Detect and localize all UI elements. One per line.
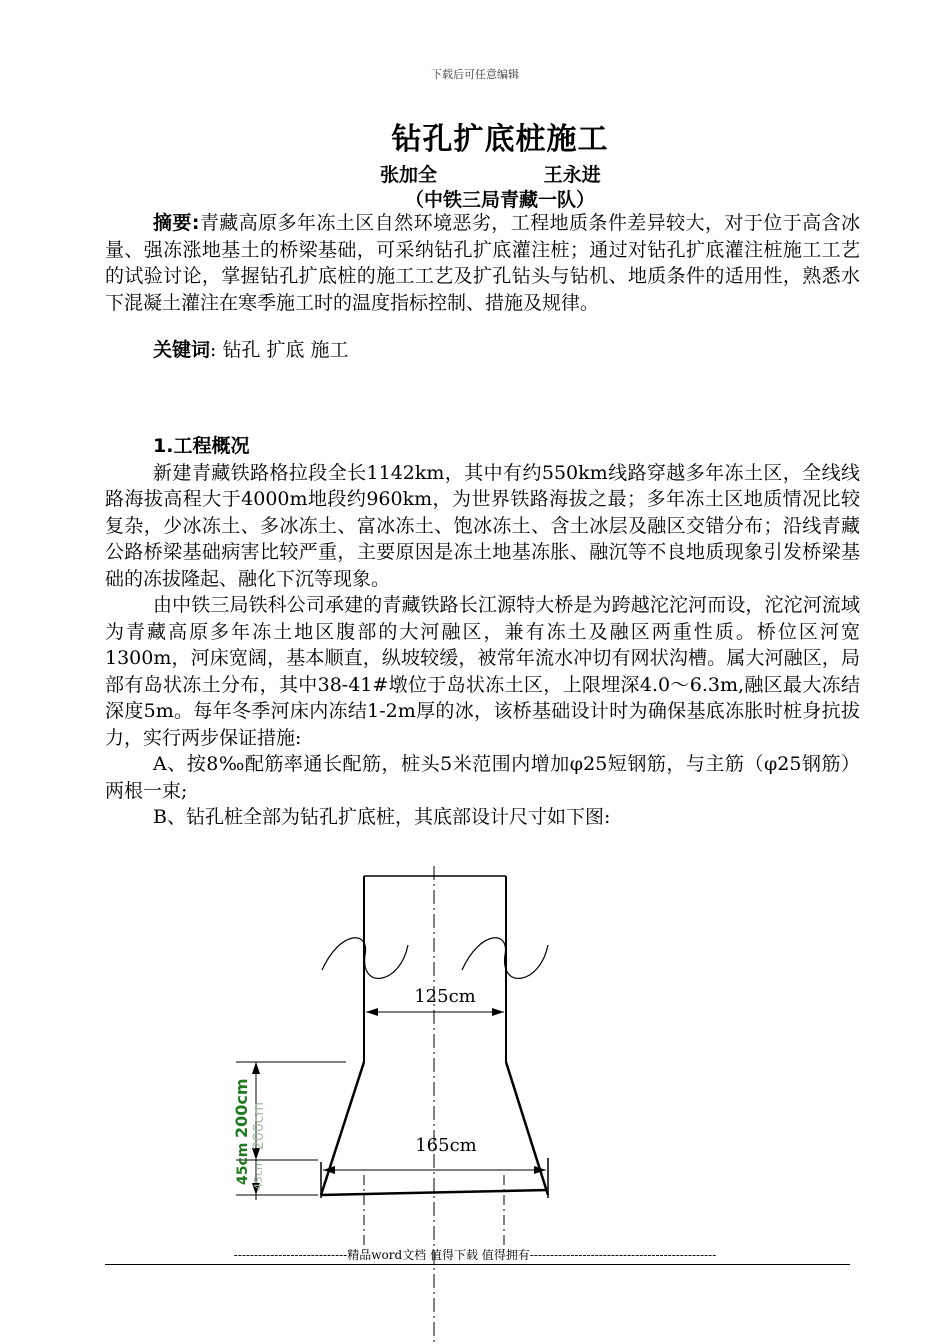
authors xyxy=(380,160,601,187)
dim-125-label: 125cm xyxy=(414,986,476,1007)
dim-45-label: 45cm xyxy=(235,1142,251,1185)
affiliation: （中铁三局青藏一队） xyxy=(404,189,595,211)
bell-left xyxy=(321,1062,364,1195)
dim-200-label-alt: 200cm xyxy=(251,1101,267,1150)
footer-note: ----------------------------精品word文档 值得下载 值得拥有---------------------------------------------- xyxy=(233,1248,717,1262)
abstract-label: 摘要: xyxy=(153,212,200,234)
bell-right xyxy=(506,1062,548,1195)
keywords-label: 关键词 xyxy=(153,339,211,361)
paragraph: B、钻孔桩全部为钻孔扩底桩，其底部设计尺寸如下图: xyxy=(153,806,611,828)
abstract-text: 青藏高原多年冻土区自然环境恶劣，工程地质条件差异较大，对于位于高含冰量、强冻涨地基土的桥梁基础，可采纳钻孔扩底灌注桩；通过对钻孔扩底灌注桩施工工艺的试验讨论，掌握钻孔扩底桩的施工工艺及扩孔钻头与钻机、地质条件的适用性，熟悉水下混凝土灌注在寒季施工时的温度指标控制、措施及规律。 xyxy=(105,212,860,314)
paragraph: A、按8‰配筋率通长配筋，桩头5米范围内增加φ25短钢筋，与主筋（φ25钢筋）两根一束; xyxy=(105,753,860,802)
dim-165-label: 165cm xyxy=(415,1135,477,1156)
footer-divider xyxy=(105,1264,850,1265)
header-note: 下载后可任意编辑 xyxy=(431,68,519,81)
dim-45-label-alt: 45cm xyxy=(252,1159,265,1190)
abstract xyxy=(105,210,860,316)
keywords-text: : 钻孔 扩底 施工 xyxy=(210,339,349,361)
paragraph: 由中铁三局铁科公司承建的青藏铁路长江源特大桥是为跨越沱沱河而设，沱沱河流域为青藏高原多年冻土地区腹部的大河融区，兼有冻土及融区两重性质。桥位区河宽1300m，河床宽阔，基本顺直，纵坡较缓，被常年流水冲切有网状沟槽。属大河融区，局部有岛状冻土分布，其中38-41#墩位于岛状冻土区，上限埋深4.0～6.3m,融区最大冻结深度5m。每年冬季河床内冻结1-2m厚的冰，该桥基础设计时为确保基底冻胀时桩身抗拔力，实行两步保证措施: xyxy=(105,594,860,749)
dim-125-arrow-left xyxy=(366,1008,378,1016)
dim-200-label: 200cm xyxy=(232,1078,251,1138)
pile-diagram xyxy=(0,860,950,1344)
paragraph: 新建青藏铁路格拉段全长1142km，其中有约550km线路穿越多年冻土区，全线线路海拔高程大于4000m地段约960km，为世界铁路海拔之最；多年冻土区地质情况比较复杂，少冰冻土、多冰冻土、富冰冻土、饱冰冻土、含土冰层及融区交错分布；沿线青藏公路桥梁基础病害比较严重，主要原因是冻土地基冻胀、融沉等不良地质现象引发桥梁基础的冻拔隆起、融化下沉等现象。 xyxy=(105,461,860,590)
section-overview xyxy=(105,433,860,831)
section-heading: 1.工程概况 xyxy=(153,435,250,457)
author-2: 王永进 xyxy=(543,164,601,186)
page-title: 钻孔扩底桩施工 xyxy=(391,122,609,157)
dim-height-arrow-top xyxy=(252,1062,260,1074)
keywords xyxy=(105,337,860,364)
dim-125-arrow-right xyxy=(492,1008,504,1016)
author-1: 张加全 xyxy=(380,164,438,186)
